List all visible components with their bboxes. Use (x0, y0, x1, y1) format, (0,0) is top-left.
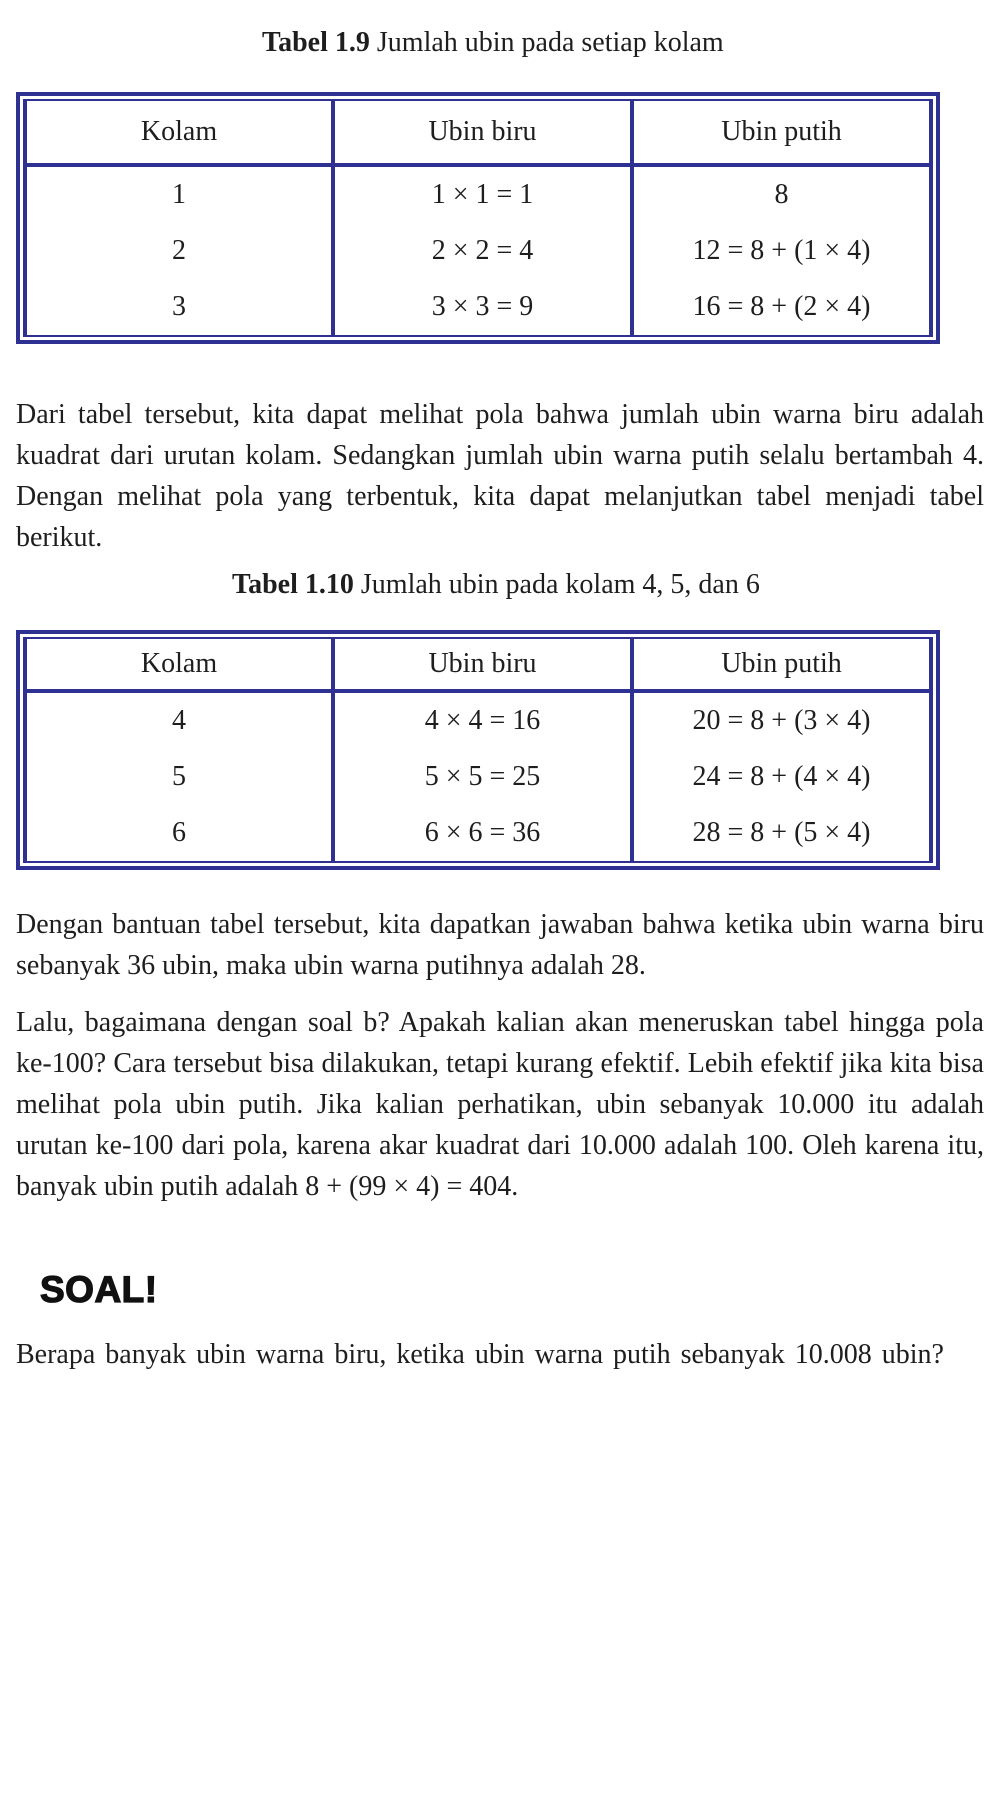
cell-kolam: 3 (25, 279, 333, 336)
table-row (25, 165, 931, 223)
table-1-caption-number: Tabel 1.9 (262, 27, 370, 58)
paragraph-efficient-method: Lalu, bagaimana dengan soal b? Apakah kalian akan meneruskan tabel hingga pola ke-100? Cara tersebut bisa dilakukan, tetapi kurang efektif. Lebih efektif jika kita bisa melihat pola ubin putih. Jika kalian perhatikan, ubin sebanyak 10.000 itu adalah urutan ke-100 dari pola, karena akar kuadrat dari 10.000 adalah 100. Oleh karena itu, banyak ubin putih adalah 8 + (99 × 4) = 404. (16, 1007, 984, 1202)
cell-ubin-biru: 4 × 4 = 16 (333, 691, 632, 749)
table-1-header-kolam: Kolam (25, 100, 333, 165)
cell-kolam: 6 (25, 805, 333, 862)
table-2-header-ubin-putih: Ubin putih (632, 638, 931, 691)
cell-ubin-biru: 3 × 3 = 9 (333, 279, 632, 336)
table-1-caption-text: Jumlah ubin pada setiap kolam (369, 27, 724, 58)
table-1-caption (262, 26, 984, 60)
table-2-frame (16, 630, 940, 870)
cell-kolam: 2 (25, 223, 333, 279)
table-1-frame (16, 92, 940, 344)
cell-ubin-putih: 28 = 8 + (5 × 4) (632, 805, 931, 862)
table-row (25, 691, 931, 749)
cell-ubin-putih: 24 = 8 + (4 × 4) (632, 749, 931, 805)
cell-ubin-putih: 20 = 8 + (3 × 4) (632, 691, 931, 749)
table-row (25, 805, 931, 862)
table-1-header-ubin-biru: Ubin biru (333, 100, 632, 165)
table-2-caption (232, 568, 984, 602)
table-1 (23, 99, 933, 337)
table-1-header-row (25, 100, 931, 165)
cell-ubin-putih: 12 = 8 + (1 × 4) (632, 223, 931, 279)
soal-heading: SOAL! (40, 1269, 158, 1310)
cell-kolam: 4 (25, 691, 333, 749)
table-row (25, 749, 931, 805)
table-2 (23, 637, 933, 863)
cell-kolam: 5 (25, 749, 333, 805)
cell-ubin-biru: 1 × 1 = 1 (333, 165, 632, 223)
cell-kolam: 1 (25, 165, 333, 223)
paragraph-pattern-explanation: Dari tabel tersebut, kita dapat melihat pola bahwa jumlah ubin warna biru adalah kuadrat dari urutan kolam. Sedangkan jumlah ubin warna putih selalu bertambah 4. Dengan melihat pola yang terbentuk, kita dapat melanjutkan tabel menjadi tabel berikut. (16, 399, 984, 553)
table-2-header-kolam: Kolam (25, 638, 333, 691)
table-1-header-ubin-putih: Ubin putih (632, 100, 931, 165)
table-row (25, 279, 931, 336)
cell-ubin-biru: 5 × 5 = 25 (333, 749, 632, 805)
table-row (25, 223, 931, 279)
table-2-caption-text: Jumlah ubin pada kolam 4, 5, dan 6 (353, 569, 760, 600)
paragraph-table-answer: Dengan bantuan tabel tersebut, kita dapatkan jawaban bahwa ketika ubin warna biru sebanyak 36 ubin, maka ubin warna putihnya adalah 28. (16, 909, 984, 981)
cell-ubin-putih: 8 (632, 165, 931, 223)
cell-ubin-biru: 6 × 6 = 36 (333, 805, 632, 862)
table-2-header-row (25, 638, 931, 691)
cell-ubin-putih: 16 = 8 + (2 × 4) (632, 279, 931, 336)
paragraph-question: Berapa banyak ubin warna biru, ketika ubin warna putih sebanyak 10.008 ubin? (16, 1339, 944, 1370)
cell-ubin-biru: 2 × 2 = 4 (333, 223, 632, 279)
table-2-header-ubin-biru: Ubin biru (333, 638, 632, 691)
table-2-caption-number: Tabel 1.10 (232, 569, 354, 600)
